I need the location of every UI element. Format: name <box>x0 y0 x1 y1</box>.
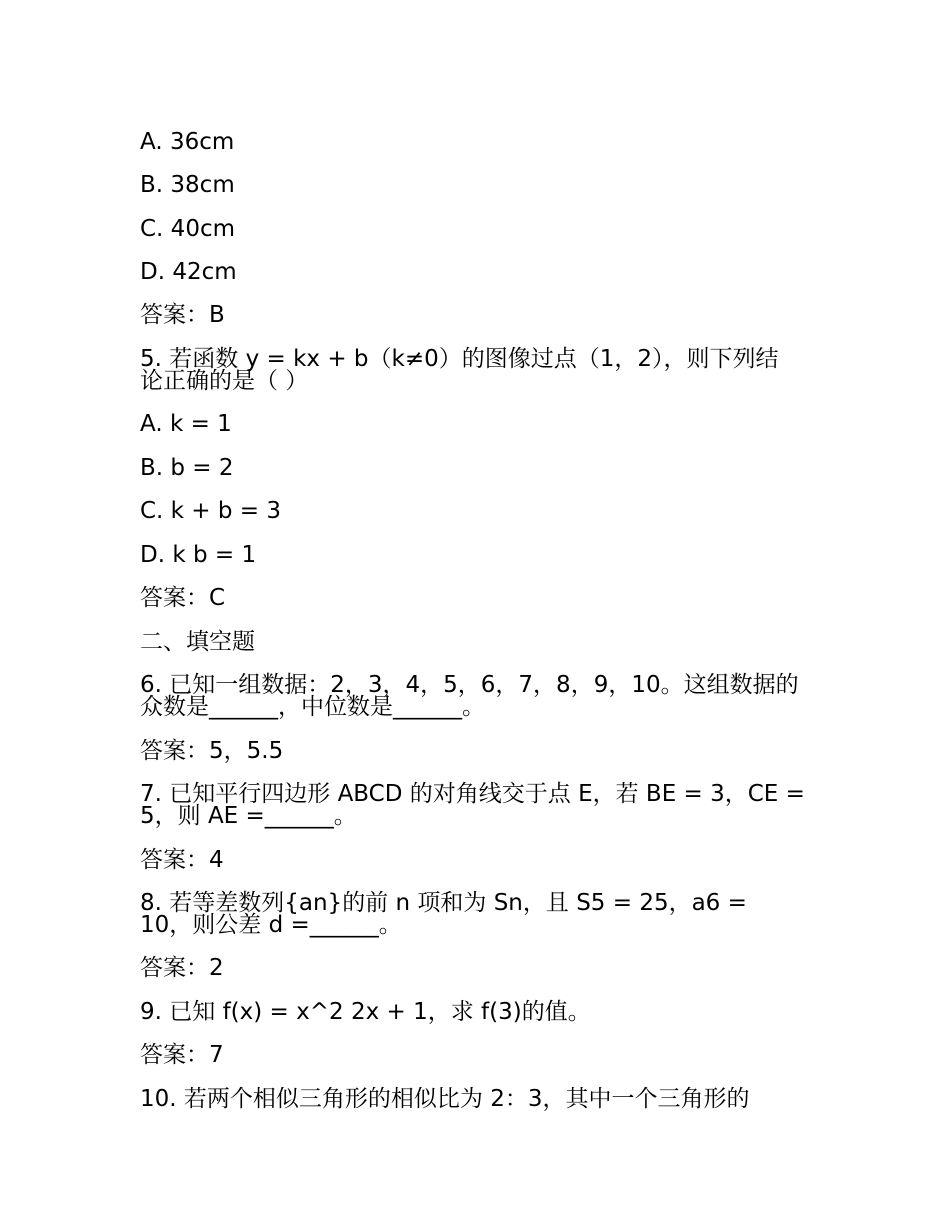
answer-q8: 答案：2 <box>140 955 224 981</box>
option-c-q5: C. k + b = 3 <box>140 498 282 524</box>
answer-q6: 答案：5，5.5 <box>140 738 284 764</box>
question-5: 5. 若函数 y = kx + b（k≠0）的图像过点（1，2），则下列结论正确的是（ ） <box>140 346 779 394</box>
option-d-q5: D. k b = 1 <box>140 542 257 568</box>
option-d-q4: D. 42cm <box>140 259 237 285</box>
question-8: 8. 若等差数列{an}的前 n 项和为 Sn，且 S5 = 25，a6 = 10，则公差 d =______。 <box>140 890 747 938</box>
section-heading-fill-in: 二、填空题 <box>140 629 255 655</box>
answer-q5: 答案：C <box>140 585 226 611</box>
option-a-q5: A. k = 1 <box>140 411 232 437</box>
answer-q7: 答案：4 <box>140 847 224 873</box>
question-9: 9. 已知 f(x) = x^2 2x + 1，求 f(3)的值。 <box>140 999 591 1025</box>
option-b-q5: B. b = 2 <box>140 455 234 481</box>
question-7: 7. 已知平行四边形 ABCD 的对角线交于点 E，若 BE = 3，CE = 5，则 AE =______。 <box>140 781 805 829</box>
question-10: 10. 若两个相似三角形的相似比为 2：3，其中一个三角形的 <box>140 1086 750 1112</box>
option-c-q4: C. 40cm <box>140 216 235 242</box>
answer-q4: 答案：B <box>140 302 225 328</box>
answer-q9: 答案：7 <box>140 1042 224 1068</box>
option-b-q4: B. 38cm <box>140 172 235 198</box>
question-6: 6. 已知一组数据：2，3，4，5，6，7，8，9，10。这组数据的众数是______，中位数是______。 <box>140 672 799 720</box>
option-a-q4: A. 36cm <box>140 129 235 155</box>
